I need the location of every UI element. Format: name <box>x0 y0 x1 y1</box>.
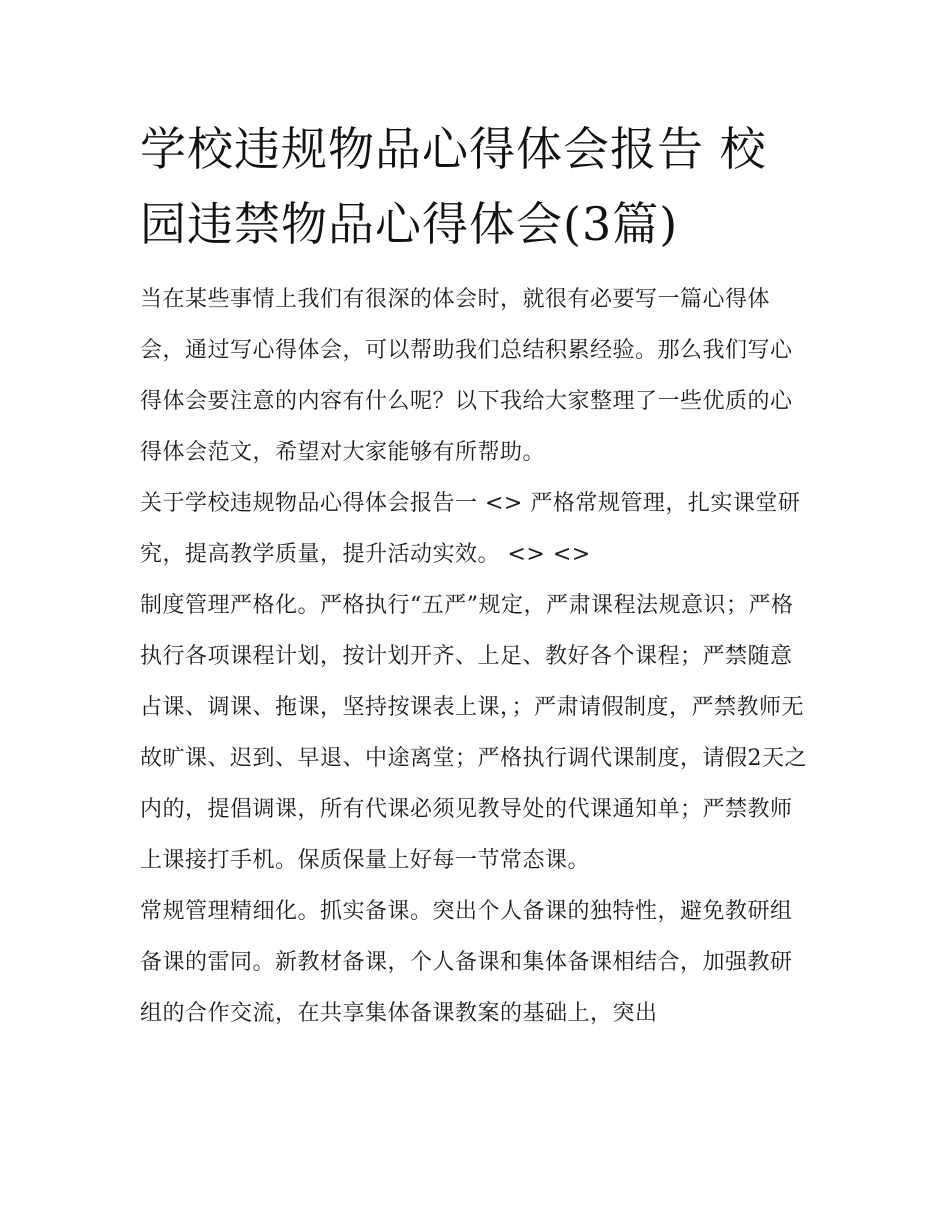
section-heading-paragraph: 关于学校违规物品心得体会报告一 <> 严格常规管理，扎实课堂研究，提高教学质量，提升活动实效。 <> <> <box>140 491 801 567</box>
routine-management-paragraph: 常规管理精细化。抓实备课。突出个人备课的独特性，避免教研组备课的雷同。新教材备课，个人备课和集体备课相结合，加强教研组的合作交流，在共享集体备课教案的基础上，突出 <box>140 899 793 1026</box>
system-management-paragraph: 制度管理严格化。严格执行“五严”规定，严肃课程法规意识；严格执行各项课程计划，按计划开齐、上足、教好各个课程；严禁随意占课、调课、拖课，坚持按课表上课，；严肃请假制度，严禁教师无故旷课、迟到、早退、中途离堂；严格执行调代课制度，请假2天之内的，提倡调课，所有代课必须见教导处的代课通知单；严禁教师上课接打手机。保质保量上好每一节常态课。 <box>140 593 807 873</box>
document-page <box>140 112 812 1039</box>
document-title: 学校违规物品心得体会报告 校园违禁物品心得体会(3篇) <box>140 122 767 251</box>
intro-paragraph: 当在某些事情上我们有很深的体会时，就很有必要写一篇心得体会，通过写心得体会，可以帮助我们总结积累经验。那么我们写心得体会要注意的内容有什么呢？以下我给大家整理了一些优质的心得体会范文，希望对大家能够有所帮助。 <box>140 287 793 465</box>
